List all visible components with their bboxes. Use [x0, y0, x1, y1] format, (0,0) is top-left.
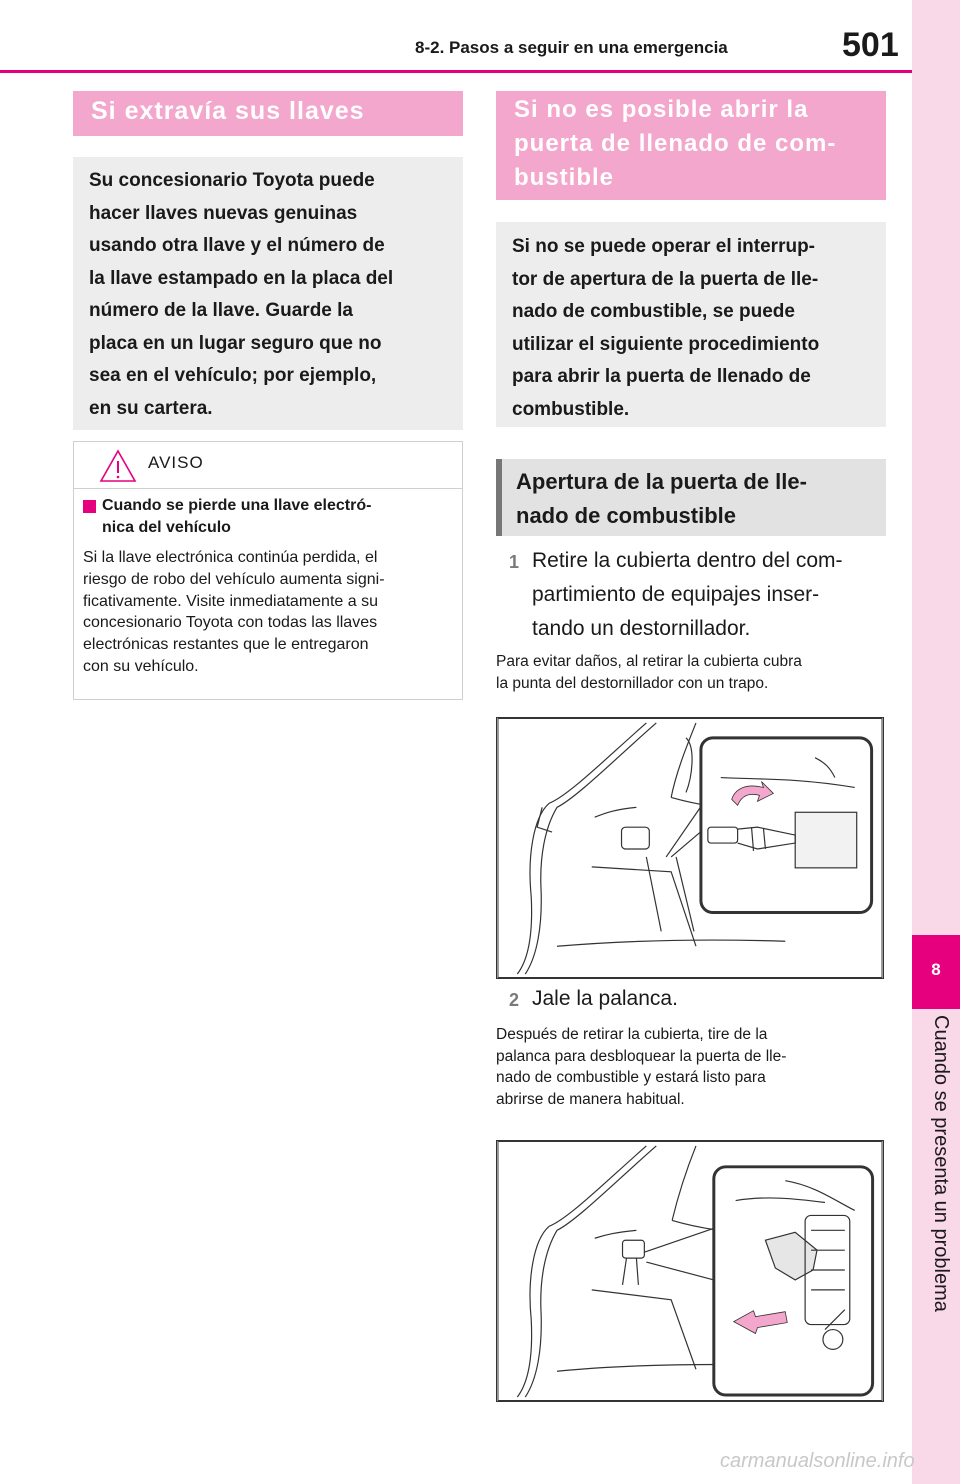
step-2-text — [532, 982, 892, 1016]
subheading-line: Apertura de la puerta de lle- — [516, 469, 807, 494]
fuel-door-intro-box — [496, 222, 886, 427]
intro-line: Su concesionario Toyota puede — [89, 170, 375, 191]
section-title: 8-2. Pasos a seguir en una emergencia — [415, 38, 728, 57]
warning-body-line: Si la llave electrónica continúa perdida, el — [83, 549, 378, 566]
step-number: 2 — [509, 990, 520, 1010]
intro-line: placa en un lugar seguro que no — [89, 332, 382, 354]
fuel-door-heading-line: puerta de llenado de com- — [514, 130, 837, 157]
intro-line: hacer llaves nuevas genuinas — [89, 202, 358, 224]
intro-line: combustible. — [512, 398, 630, 420]
step-line: tando un destornillador. — [532, 617, 751, 640]
header-rule — [0, 70, 912, 73]
warning-subheading — [102, 495, 452, 539]
note-line: la punta del destornillador con un trapo. — [496, 674, 769, 692]
note-line: nado de combustible y estará listo para — [496, 1069, 766, 1086]
intro-line: para abrir la puerta de llenado de — [512, 366, 811, 387]
step-number: 1 — [509, 552, 520, 572]
note-line: abrirse de manera habitual. — [496, 1090, 685, 1108]
fuel-door-heading-line: bustible — [514, 164, 615, 191]
warning-subheading-line: nica del vehículo — [102, 519, 231, 536]
warning-triangle-icon — [98, 448, 138, 484]
note-line: Para evitar daños, al retirar la cubierta cubra — [496, 653, 802, 670]
intro-line: utilizar el siguiente procedimiento — [512, 333, 820, 355]
intro-line: la llave estampado en la placa del — [89, 267, 394, 289]
intro-line: sea en el vehículo; por ejemplo, — [89, 365, 377, 386]
warning-title: AVISO — [148, 453, 204, 472]
page-number: 501 — [842, 26, 899, 64]
step-line: Jale la palanca. — [532, 987, 678, 1010]
warning-body-line: ficativamente. Visite inmediatamente a su — [83, 592, 378, 610]
warning-subheading-line: Cuando se pierde una llave electró- — [102, 497, 372, 514]
lost-keys-intro-box — [73, 157, 463, 430]
warning-body-line: electrónicas restantes que le entregaron — [83, 636, 369, 654]
warning-body-line: con su vehículo. — [83, 657, 199, 675]
warning-body — [83, 547, 458, 678]
chapter-title: Cuando se presenta un problema — [930, 1015, 952, 1312]
figure-pull-lever — [496, 1140, 884, 1402]
subheading-fuel-door-opening — [496, 459, 886, 536]
section-heading-lost-keys: Si extravía sus llaves — [73, 91, 463, 136]
step-2-note — [496, 1024, 896, 1110]
note-line: palanca para desbloquear la puerta de lle- — [496, 1047, 787, 1065]
intro-line: usando otra llave y el número de — [89, 235, 385, 256]
warning-body-line: concesionario Toyota con todas las llaves — [83, 614, 378, 632]
intro-line: nado de combustible, se puede — [512, 301, 795, 322]
watermark: carmanualsonline.info — [720, 1450, 915, 1472]
subheading-line: nado de combustible — [516, 503, 737, 528]
warning-body-line: riesgo de robo del vehículo aumenta signi- — [83, 570, 385, 588]
step-1-text — [532, 544, 892, 646]
intro-line: Si no se puede operar el interrup- — [512, 236, 816, 257]
section-heading-fuel-door — [496, 91, 886, 200]
fuel-door-heading-line: Si no es posible abrir la — [514, 96, 809, 123]
step-line: Retire la cubierta dentro del com- — [532, 549, 843, 572]
step-line: partimiento de equipajes inser- — [532, 583, 820, 606]
intro-line: tor de apertura de la puerta de lle- — [512, 268, 819, 290]
step-1-note — [496, 651, 896, 694]
figure-remove-cover — [496, 717, 884, 979]
bullet-square-icon — [83, 500, 96, 513]
note-line: Después de retirar la cubierta, tire de la — [496, 1026, 768, 1043]
intro-line: en su cartera. — [89, 397, 213, 419]
intro-line: número de la llave. Guarde la — [89, 300, 353, 321]
chapter-number: 8 — [931, 960, 941, 979]
